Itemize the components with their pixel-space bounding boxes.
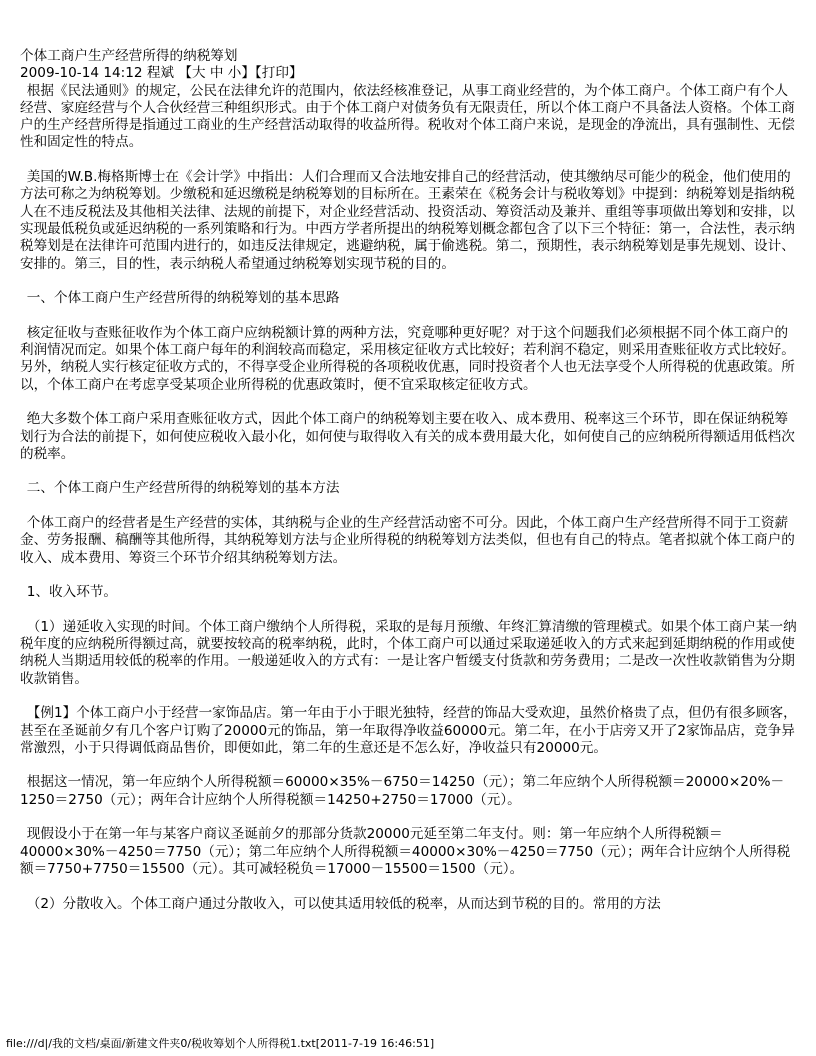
font-size-open-bracket: 【 [178,65,192,82]
publish-date: 2009-10-14 14:12 [20,65,143,82]
article-meta [20,65,798,82]
article [20,48,798,913]
font-size-small-link[interactable]: 小 [227,65,242,82]
body-paragraph: 美国的W.B.梅格斯博士在《会计学》中指出：人们合理而又合法地安排自己的经营活动，使其缴纳尽可能少的税金，他们使用的方法可称之为纳税筹划。少缴税和延迟缴税是纳税筹划的目标所在。王素荣在《税务会计与税收筹划》中提到：纳税筹划是指纳税人在不违反税法及其他相关法律、法规的前提下，对企业经营活动、投资活动、筹资活动及兼并、重组等事项做出筹划和安排，以实现最低税负或延迟纳税的一系列策略和行为。中西方学者所提出的纳税筹划概念都包含了以下三个特征：第一，合法性，表示纳税筹划是在法律许可范围内进行的，如违反法律规定，逃避纳税，属于偷逃税。第二，预期性，表示纳税筹划是事先规划、设计、安排的。第三，目的性，表示纳税人希望通过纳税筹划实现节税的目的。 [20,169,795,272]
font-size-medium-link[interactable]: 中 [209,65,224,82]
author-name: 程斌 [146,65,175,82]
body-paragraph: 【例1】个体工商户小于经营一家饰品店。第一年由于小于眼光独特，经营的饰品大受欢迎，虽然价格贵了点，但仍有很多顾客，甚至在圣诞前夕有几个客户订购了20000元的饰品，第一年取得净收益60000元。第二年，在小于店旁又开了2家饰品店，竞争异常激烈，小于只得调低商品售价，即便如此，第二年的生意还是不怎么好，净收益只有20000元。 [20,705,797,756]
body-paragraph: 绝大多数个体工商户采用查账征收方式，因此个体工商户的纳税筹划主要在收入、成本费用、税率这三个环节，即在保证纳税筹划行为合法的前提下，如何使应税收入最小化，如何使与取得收入有关的成本费用最大化，如何使自己的应纳税所得额适用低档次的税率。 [20,411,795,462]
body-paragraph: （2）分散收入。个体工商户通过分散收入，可以使其适用较低的税率，从而达到节税的目的。常用的方法 [26,895,661,912]
body-paragraph: 根据《民法通则》的规定，公民在法律允许的范围内，依法经核准登记，从事工商业经营的，为个体工商户。个体工商户有个人经营、家庭经营与个人合伙经营三种组织形式。由于个体工商户对债务负有无限责任，所以个体工商户不具备法人资格。个体工商户的生产经营所得是指通过工商业的生产经营活动取得的收益所得。税收对个体工商户来说，是现金的净流出，具有强制性、无偿性和固定性的特点。 [20,82,795,151]
font-size-close-bracket: 】 [241,65,255,82]
body-paragraph: 现假设小于在第一年与某客户商议圣诞前夕的那部分货款20000元延至第二年支付。则：第一年应纳个人所得税额＝40000×30%－4250＝7750（元）；第二年应纳个人所得税额＝40000×30%－4250＝7750（元）；两年合计应纳个人所得税额＝7750+7750＝15500（元）。其可减轻税负＝17000－15500＝1500（元）。 [20,826,791,877]
section-heading: 二、个体工商户生产经营所得的纳税筹划的基本方法 [26,480,340,497]
font-size-large-link[interactable]: 大 [191,65,206,82]
print-link[interactable]: 【打印】 [254,65,303,82]
body-paragraph: 根据这一情况，第一年应纳个人所得税额＝60000×35%－6750＝14250（元）；第二年应纳个人所得税额＝20000×20%－1250＝2750（元）；两年合计应纳个人所得税额＝14250+2750＝17000（元）。 [20,774,785,808]
article-title: 个体工商户生产经营所得的纳税筹划 [20,48,238,64]
file-path-footer: file:///d|/我的文档/桌面/新建文件夹0/税收筹划个人所得税1.txt[2011-7-19 16:46:51] [6,1037,435,1050]
body-paragraph: （1）递延收入实现的时间。个体工商户缴纳个人所得税，采取的是每月预缴、年终汇算清缴的管理模式。如果个体工商户某一纳税年度的应纳税所得额过高，就要按较高的税率纳税，此时，个体工商户可以通过采取递延收入的方式来起到延期纳税的作用或使纳税人当期适用较低的税率的作用。一般递延收入的方式有：一是让客户暂缓支付货款和劳务费用；二是改一次性收款销售为分期收款销售。 [20,618,797,687]
body-paragraph: 个体工商户的经营者是生产经营的实体，其纳税与企业的生产经营活动密不可分。因此，个体工商户生产经营所得不同于工资薪金、劳务报酬、稿酬等其他所得，其纳税筹划方法与企业所得税的纳税筹划方法类似，但也有自己的特点。笔者拟就个体工商户的收入、成本费用、筹资三个环节介绍其纳税筹划方法。 [20,515,795,566]
section-heading: 1、收入环节。 [26,584,118,601]
section-heading: 一、个体工商户生产经营所得的纳税筹划的基本思路 [26,290,340,307]
article-body [20,83,798,913]
body-paragraph: 核定征收与查账征收作为个体工商户应纳税额计算的两种方法，究竟哪种更好呢？对于这个问题我们必须根据不同个体工商户的利润情况而定。如果个体工商户每年的利润较高而稳定，采用核定征收方式比较好；若利润不稳定，则采用查账征收方式比较好。另外，纳税人实行核定征收方式的，不得享受企业所得税的各项税收优惠，同时投资者个人也无法享受个人所得税的优惠政策。所以，个体工商户在考虑享受某项企业所得税的优惠政策时，便不宜采取核定征收方式。 [20,324,795,393]
